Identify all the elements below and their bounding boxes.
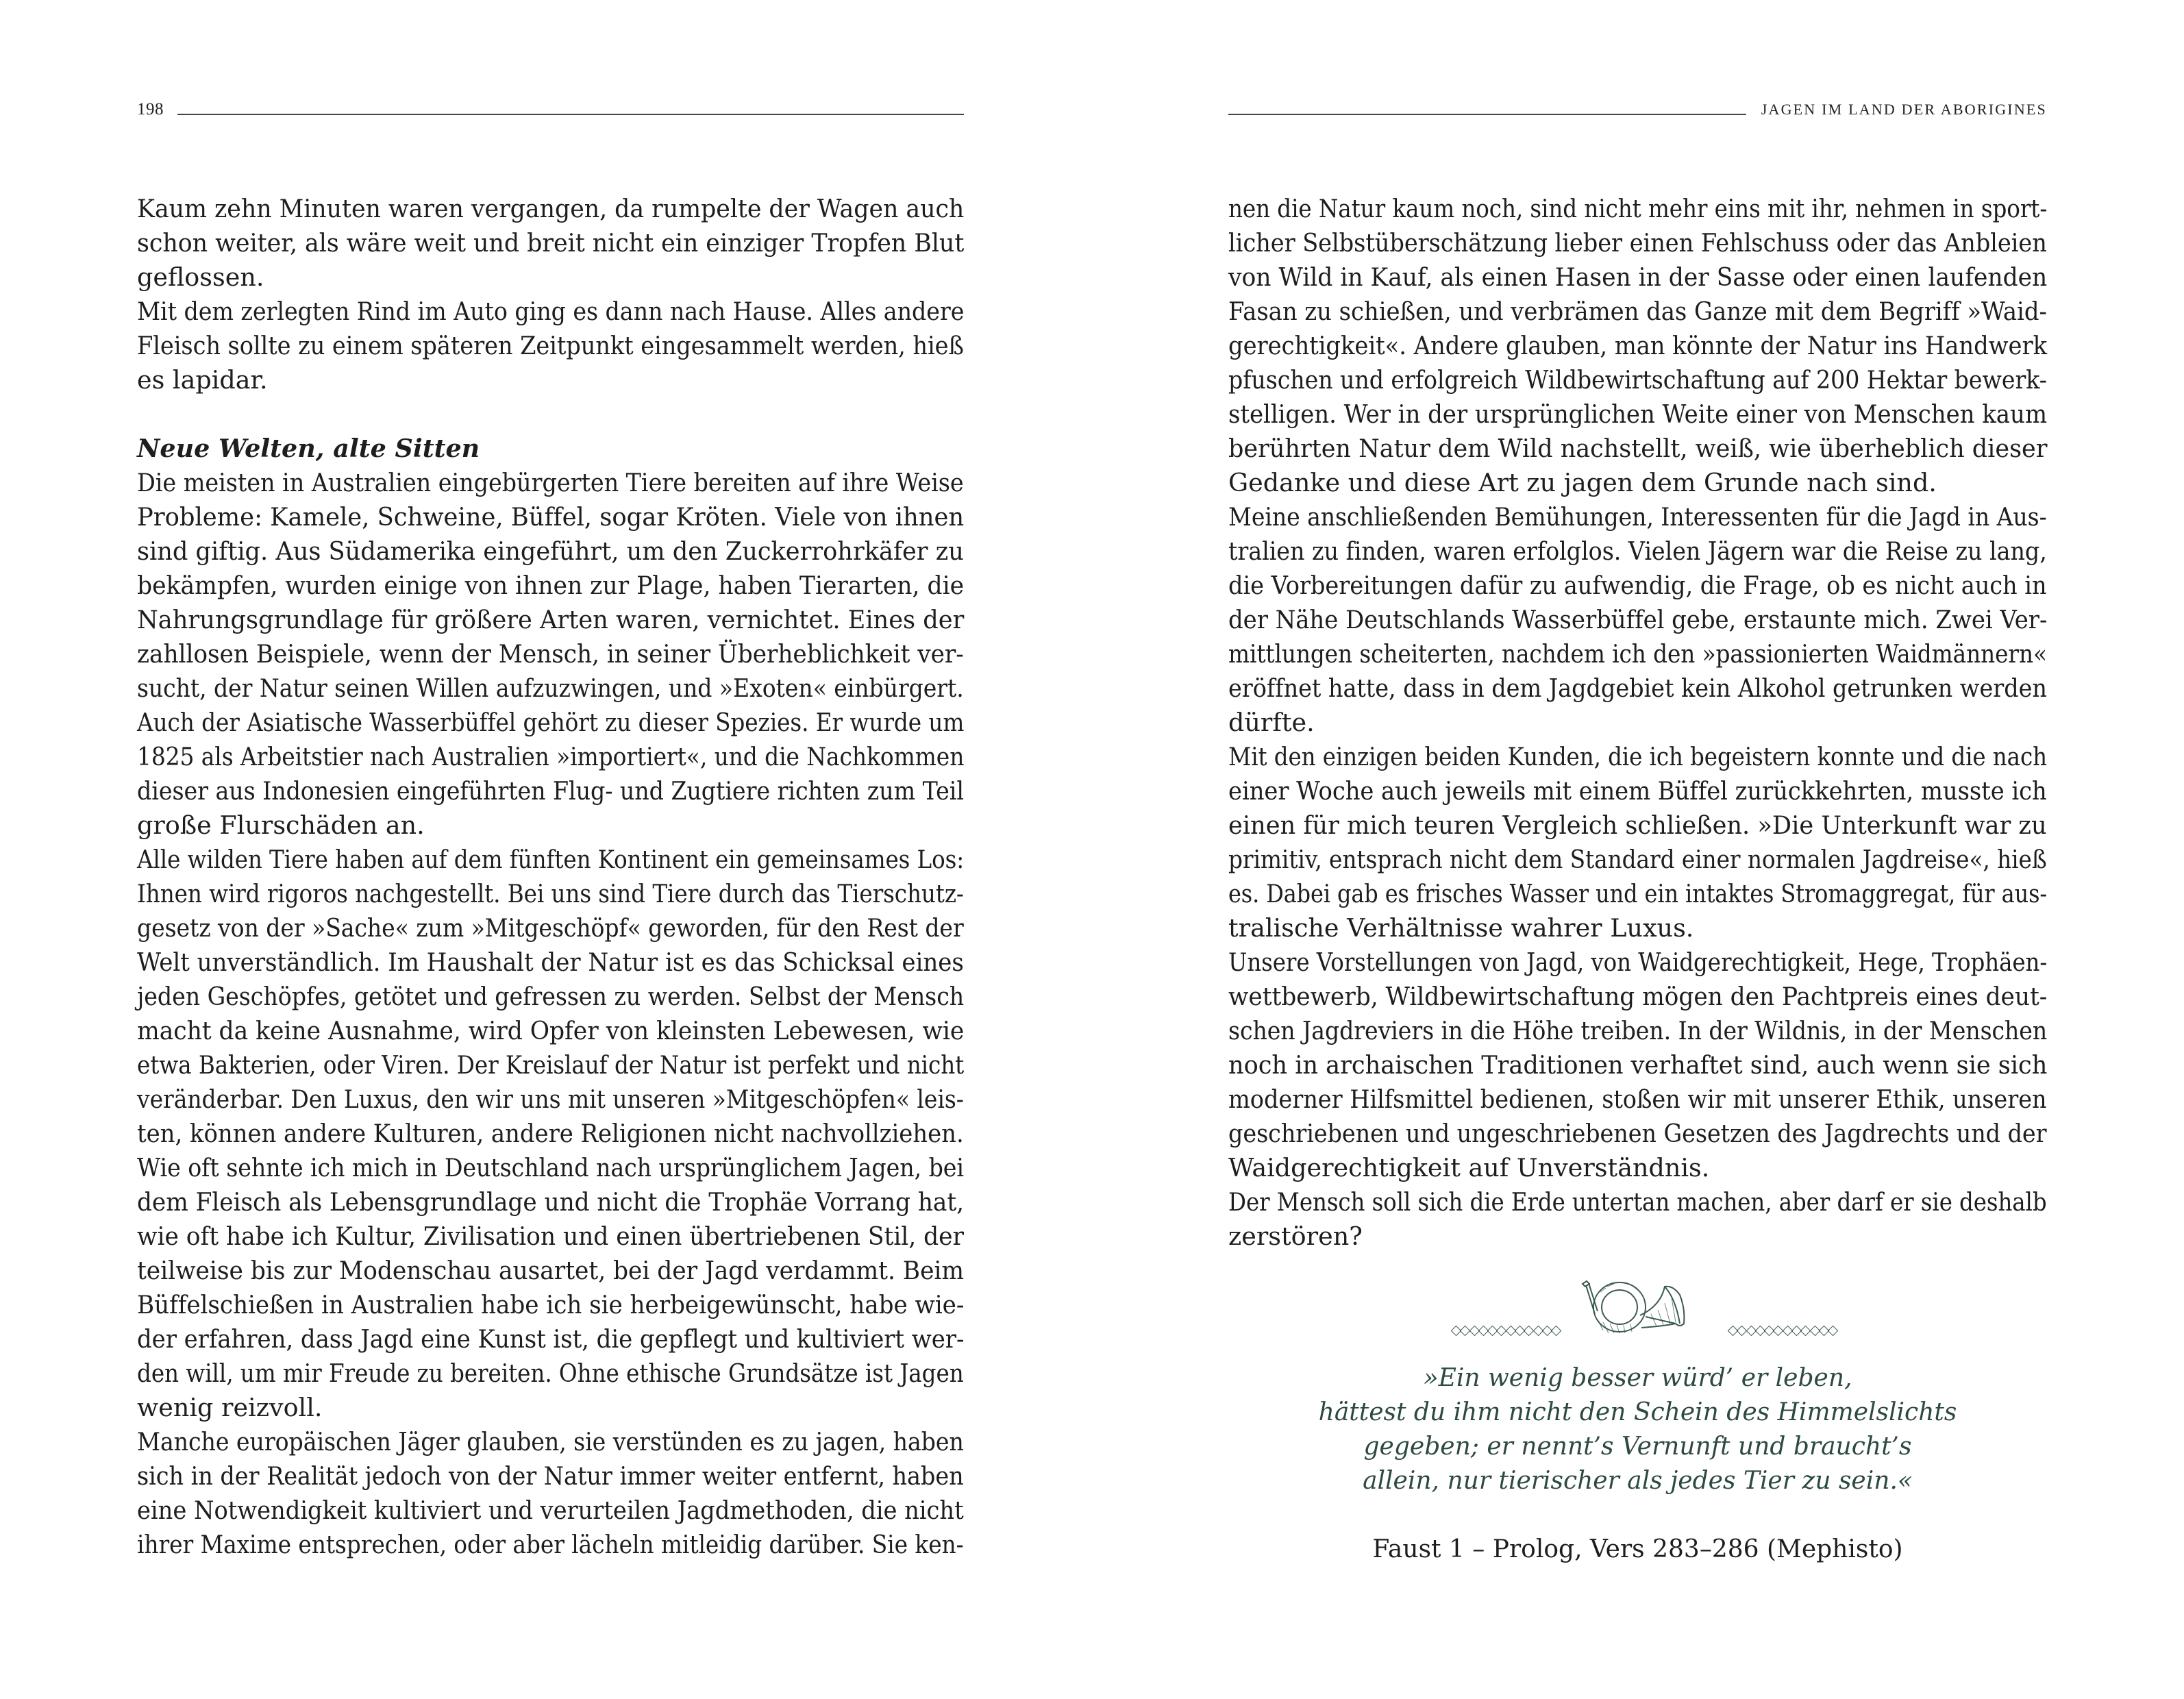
quote-line: hättest du ihm nicht den Schein des Himmelslichts — [1318, 1398, 1957, 1426]
hunting-horn-icon — [1580, 1278, 1689, 1339]
text-line: Die meisten in Australien eingebürgerten Tiere bereiten auf ihre Weise — [137, 468, 964, 497]
text-line: zerstören? — [1228, 1221, 1363, 1251]
text-line: Manche europäischen Jäger glauben, sie verstünden es zu jagen, haben — [137, 1427, 964, 1456]
text-line: jeden Geschöpfes, getötet und gefressen zu werden. Selbst der Mensch — [137, 982, 965, 1011]
text-line: die Vorbereitungen dafür zu aufwendig, die Frage, ob es nicht auch in — [1228, 571, 2047, 600]
quote-line: allein, nur tierischer als jedes Tier zu sein.« — [1363, 1467, 1913, 1495]
diamond-icon — [1828, 1326, 1839, 1337]
text-line: es. Dabei gab es frisches Wasser und ein intaktes Stromaggregat, für aus- — [1228, 879, 2048, 908]
text-line: 1825 als Arbeitstier nach Australien »importiert«, und die Nachkommen — [137, 742, 965, 771]
text-line: eine Notwendigkeit kultiviert und verurteilen Jagdmethoden, die nicht — [137, 1496, 964, 1525]
text-line: dem Fleisch als Lebensgrundlage und nicht die Trophäe Vorrang hat, — [137, 1187, 964, 1217]
diamond-chain-left-icon — [1452, 1326, 1562, 1336]
text-line: berührten Natur dem Wild nachstellt, weiß, wie überheblich dieser — [1228, 434, 2048, 463]
text-line: einer Woche auch jeweils mit einem Büffel zurückkehrten, musste ich — [1228, 776, 2047, 806]
text-line: Büffelschießen in Australien habe ich sie herbeigewünscht, habe wie- — [137, 1290, 965, 1319]
text-line: eröffnet hatte, dass in dem Jagdgebiet kein Alkohol getrunken werden — [1228, 673, 2047, 703]
text-line: wie oft habe ich Kultur, Zivilisation und einen übertriebenen Stil, der — [137, 1221, 964, 1251]
text-line: schon weiter, als wäre weit und breit nicht ein einziger Tropfen Blut — [137, 228, 965, 258]
text-line: Fasan zu schießen, und verbrämen das Ganze mit dem Begriff »Waid- — [1228, 297, 2047, 326]
text-line: etwa Bakterien, oder Viren. Der Kreislauf der Natur ist perfekt und nicht — [137, 1050, 965, 1080]
text-line: Welt unverständlich. Im Haushalt der Natur ist es das Schicksal eines — [137, 947, 964, 977]
epigraph-quote — [1228, 1361, 2047, 1498]
text-line: einen für mich teuren Vergleich schließen. »Die Unterkunft war zu — [1228, 810, 2047, 840]
text-line: ihrer Maxime entsprechen, oder aber lächeln mitleidig darüber. Sie ken- — [137, 1530, 964, 1559]
chapter-title: JAGEN IM LAND DER ABORIGINES — [1761, 101, 2047, 118]
text-line: sind giftig. Aus Südamerika eingeführt, um den Zuckerrohrkäfer zu — [137, 536, 964, 566]
text-line: der Nähe Deutschlands Wasserbüffel gebe, erstaunte mich. Zwei Ver- — [1228, 605, 2048, 634]
right-page — [1092, 0, 2184, 1699]
text-line: stelligen. Wer in der ursprünglichen Weite einer von Menschen kaum — [1228, 399, 2048, 429]
text-line: ten, können andere Kulturen, andere Religionen nicht nachvollziehen. — [137, 1119, 964, 1148]
quote-attribution: Faust 1 – Prolog, Vers 283–286 (Mephisto) — [1372, 1535, 1903, 1563]
quote-line: »Ein wenig besser würd’ er leben, — [1423, 1364, 1852, 1392]
text-line: Alle wilden Tiere haben auf dem fünften Kontinent ein gemeinsames Los: — [137, 845, 965, 874]
text-line: geschriebenen und ungeschriebenen Gesetzen des Jagdrechts und der — [1228, 1119, 2047, 1148]
text-line: wettbewerb, Wildbewirtschaftung mögen den Pachtpreis eines deut- — [1228, 982, 2048, 1011]
text-line: von Wild in Kauf, als einen Hasen in der Sasse oder einen laufenden — [1228, 262, 2048, 292]
quote-line: gegeben; er nennt’s Vernunft und braucht’s — [1363, 1433, 1912, 1461]
diamond-chain-right-icon — [1729, 1326, 1839, 1336]
text-line: es lapidar. — [137, 365, 268, 395]
text-line: große Flurschäden an. — [137, 810, 425, 840]
text-line: dieser aus Indonesien eingeführten Flug- und Zugtiere richten zum Teil — [137, 776, 964, 806]
text-line: schen Jagdreviers in die Höhe treiben. In der Wildnis, in der Menschen — [1228, 1016, 2048, 1045]
text-line: primitiv, entsprach nicht dem Standard einer normalen Jagdreise«, hieß — [1228, 845, 2047, 874]
text-line: Waidgerechtigkeit auf Unverständnis. — [1228, 1153, 1710, 1182]
text-line: Der Mensch soll sich die Erde untertan machen, aber darf er sie deshalb — [1228, 1187, 2047, 1217]
text-line: tralien zu finden, waren erfolglos. Vielen Jägern war die Reise zu lang, — [1228, 536, 2047, 566]
text-line: Mit den einzigen beiden Kunden, die ich begeistern konnte und die nach — [1228, 742, 2047, 771]
text-line: Nahrungsgrundlage für größere Arten waren, vernichtet. Eines der — [137, 605, 965, 634]
text-line: mittlungen scheiterten, nachdem ich den »passionierten Waidmännern« — [1228, 639, 2047, 669]
text-line: Meine anschließenden Bemühungen, Interessenten für die Jagd in Aus- — [1228, 502, 2047, 532]
body-text-right — [1228, 192, 2047, 1254]
text-line: moderner Hilfsmittel bedienen, stoßen wir mit unserer Ethik, unseren — [1228, 1084, 2047, 1114]
text-line: Mit dem zerlegten Rind im Auto ging es dann nach Hause. Alles andere — [137, 297, 965, 326]
text-line: sucht, der Natur seinen Willen aufzuzwingen, und »Exoten« einbürgert. — [137, 673, 964, 703]
text-line: Probleme: Kamele, Schweine, Büffel, sogar Kröten. Viele von ihnen — [137, 502, 965, 532]
text-line: nen die Natur kaum noch, sind nicht mehr eins mit ihr, nehmen in sport- — [1228, 194, 2048, 223]
diamond-icon — [1551, 1326, 1562, 1337]
text-line: pfuschen und erfolgreich Wildbewirtschaftung auf 200 Hektar bewerk- — [1228, 365, 2047, 395]
text-line: licher Selbstüberschätzung lieber einen Fehlschuss oder das Anbleien — [1228, 228, 2047, 258]
text-line: Wie oft sehnte ich mich in Deutschland nach ursprünglichem Jagen, bei — [137, 1153, 964, 1182]
text-line: macht da keine Ausnahme, wird Opfer von kleinsten Lebewesen, wie — [137, 1016, 965, 1045]
text-line: wenig reizvoll. — [137, 1393, 323, 1422]
text-line: teilweise bis zur Modenschau ausartet, bei der Jagd verdammt. Beim — [137, 1256, 965, 1285]
text-line: gesetz von der »Sache« zum »Mitgeschöpf« geworden, für den Rest der — [137, 913, 964, 943]
header-rule — [1228, 114, 1746, 115]
header-rule — [177, 114, 964, 115]
section-heading: Neue Welten, alte Sitten — [137, 434, 480, 463]
text-line: Unsere Vorstellungen von Jagd, von Waidgerechtigkeit, Hege, Trophäen- — [1228, 947, 2048, 977]
section-ornament — [1092, 1274, 2184, 1343]
text-line: gerechtigkeit«. Andere glauben, man könnte der Natur ins Handwerk — [1228, 331, 2048, 360]
text-line: veränderbar. Den Luxus, den wir uns mit unseren »Mitgeschöpfen« leis- — [137, 1084, 964, 1114]
text-line: dürfte. — [1228, 708, 1315, 737]
blank-line — [137, 397, 964, 432]
text-line: zahllosen Beispiele, wenn der Mensch, in seiner Überheblichkeit ver- — [137, 639, 964, 669]
text-line: Fleisch sollte zu einem späteren Zeitpunkt eingesammelt werden, hieß — [137, 331, 964, 360]
text-line: bekämpfen, wurden einige von ihnen zur Plage, haben Tierarten, die — [137, 571, 965, 600]
text-line: Kaum zehn Minuten waren vergangen, da rumpelte der Wagen auch — [137, 194, 965, 223]
text-line: der erfahren, dass Jagd eine Kunst ist, die gepflegt und kultiviert wer- — [137, 1324, 965, 1354]
body-text-left — [137, 192, 964, 1562]
text-line: tralische Verhältnisse wahrer Luxus. — [1228, 913, 1694, 943]
text-line: den will, um mir Freude zu bereiten. Ohne ethische Grundsätze ist Jagen — [137, 1359, 964, 1388]
text-line: Auch der Asiatische Wasserbüffel gehört zu dieser Spezies. Er wurde um — [137, 708, 965, 737]
text-line: noch in archaischen Traditionen verhaftet sind, auch wenn sie sich — [1228, 1050, 2048, 1080]
text-line: Gedanke und diese Art zu jagen dem Grunde nach sind. — [1228, 468, 1937, 497]
text-line: sich in der Realität jedoch von der Natur immer weiter entfernt, haben — [137, 1461, 964, 1491]
page-number: 198 — [137, 100, 164, 119]
text-line: Ihnen wird rigoros nachgestellt. Bei uns sind Tiere durch das Tierschutz- — [137, 879, 964, 908]
running-head-left — [137, 96, 964, 123]
text-line: geflossen. — [137, 262, 264, 292]
running-head-right — [1228, 96, 2047, 123]
